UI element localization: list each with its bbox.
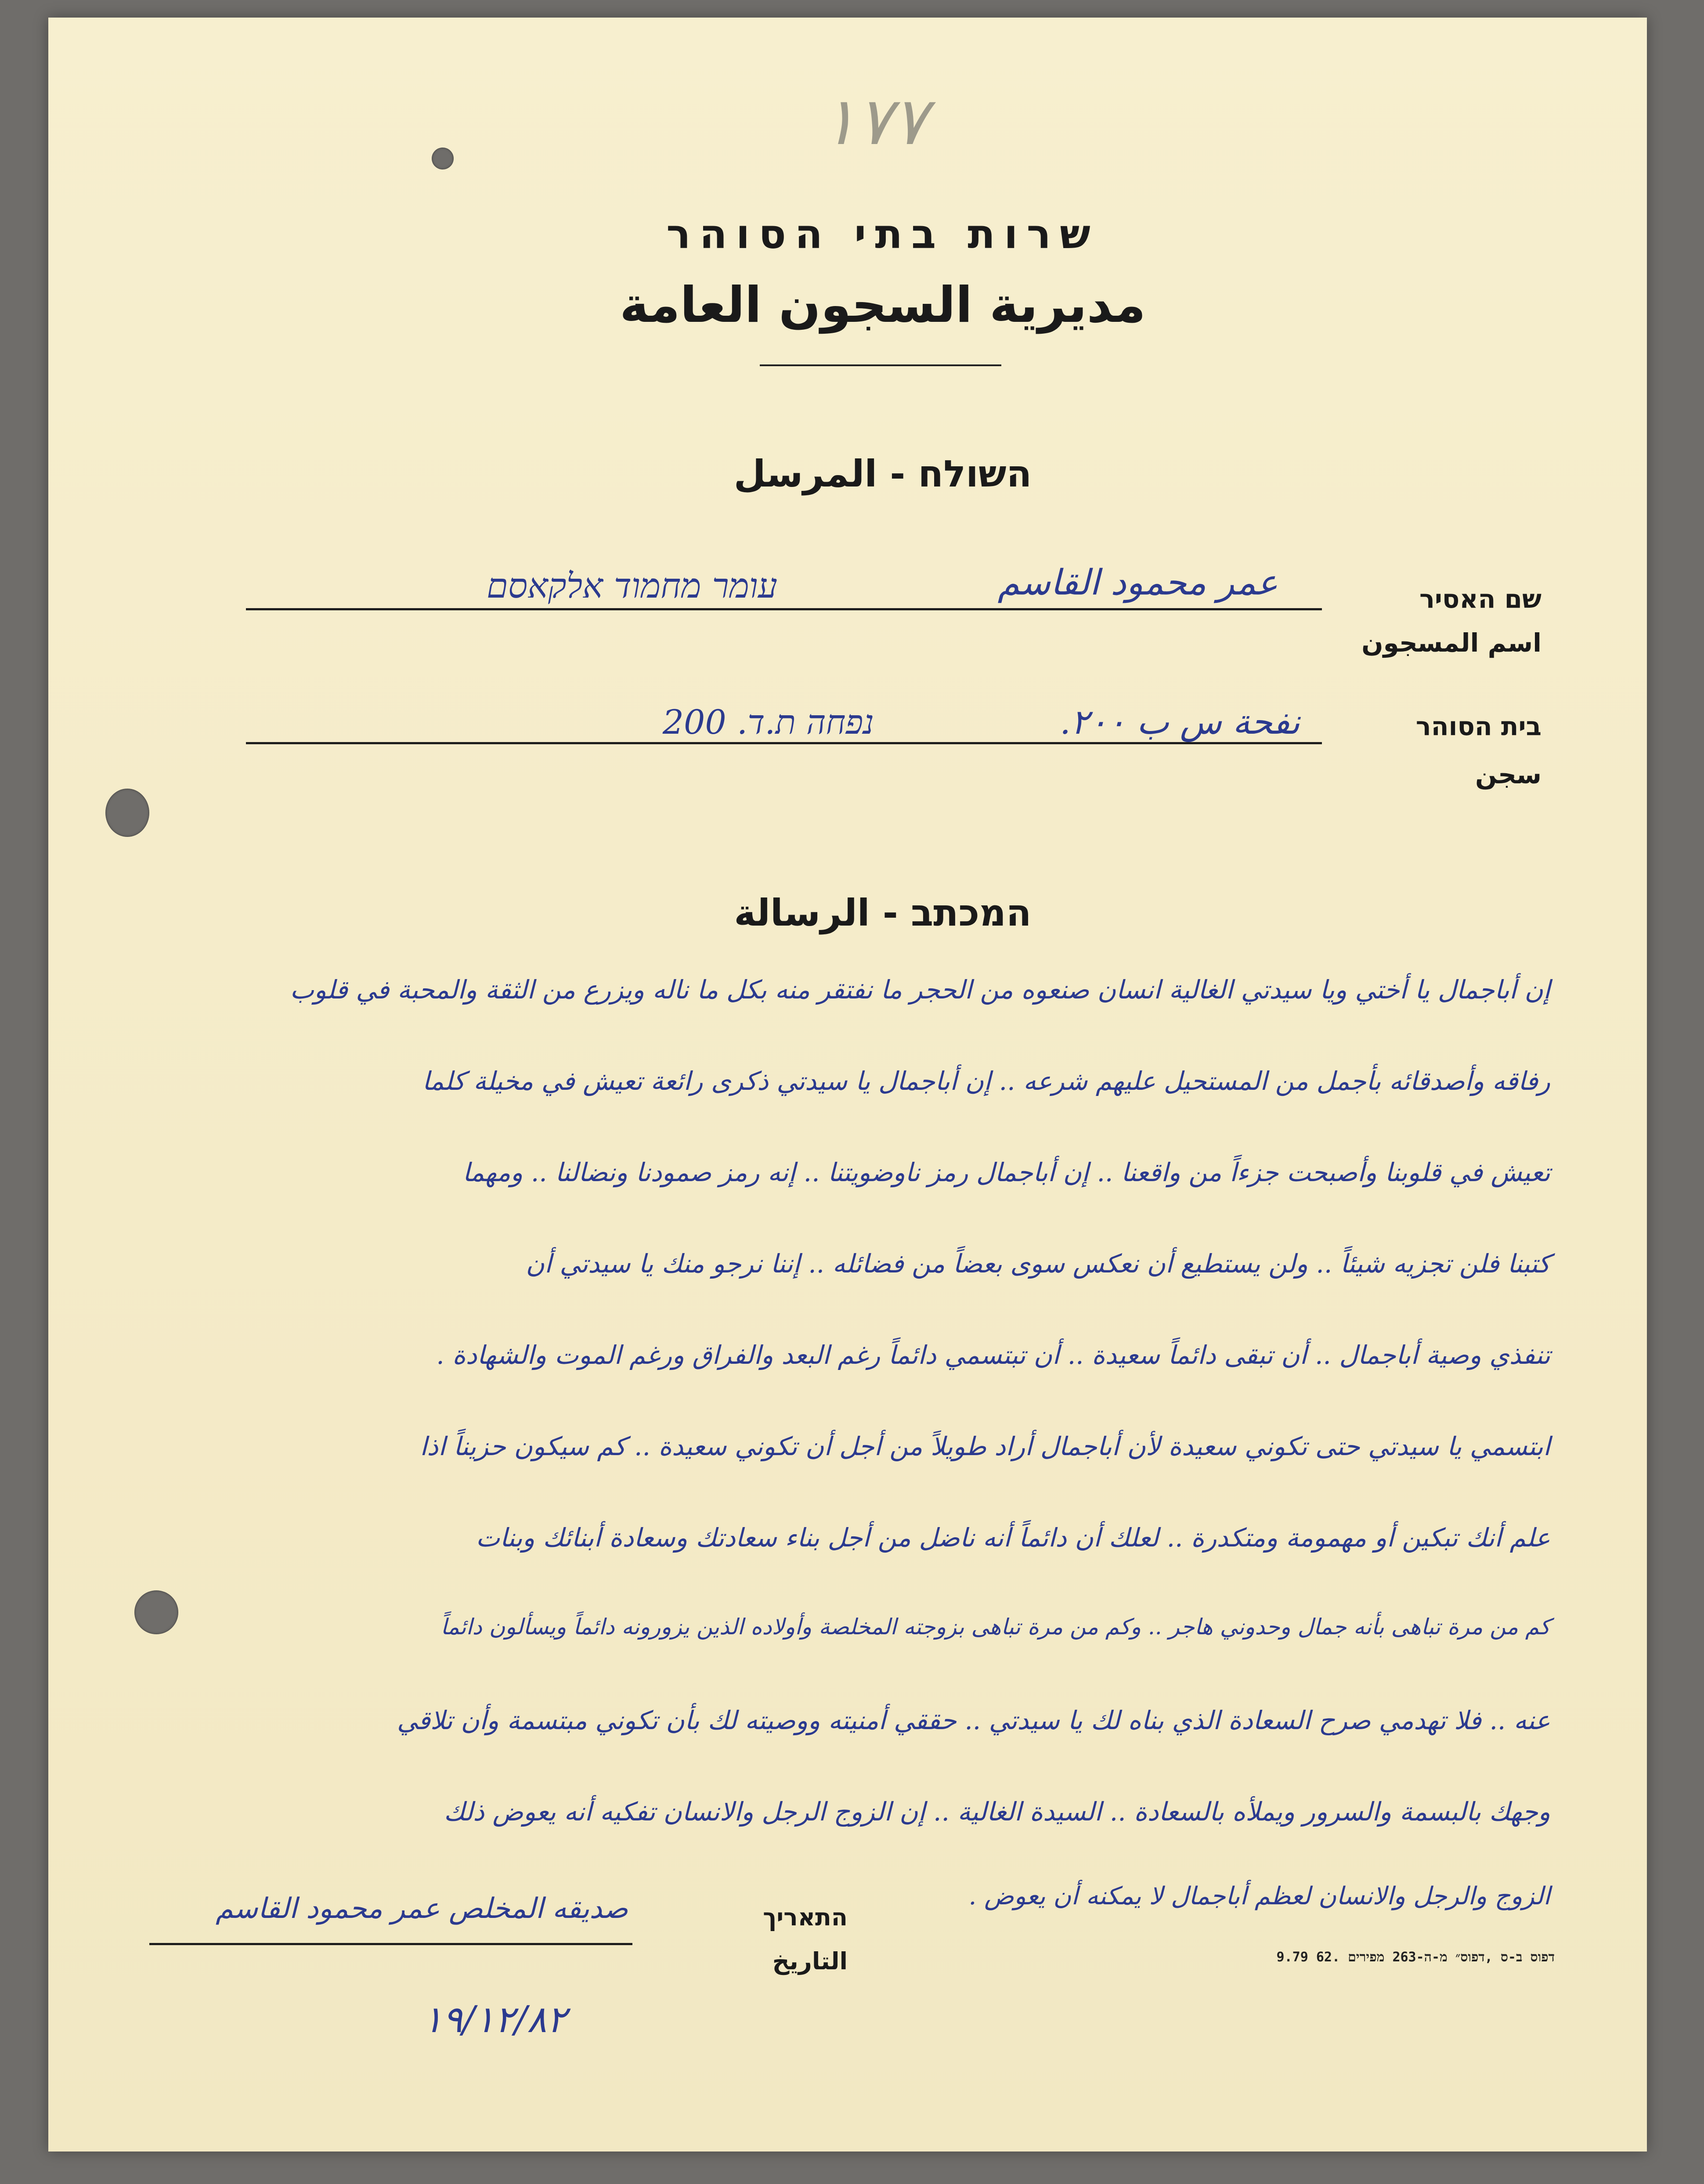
letter-heading: המכתב - الرسالة	[734, 891, 1032, 934]
letter-line: الزوج والرجل والانسان لعظم أباجمال لا يمكنه أن يعوض .	[968, 1882, 1550, 1910]
prisoner-name-label-ar: اسم المسجون	[1361, 628, 1542, 658]
prison-value-he: נפחה ת.ד. 200	[662, 703, 874, 742]
prisoner-name-line	[246, 608, 1322, 610]
punch-hole-top	[432, 148, 454, 169]
signature: صديقه المخلص عمر محمود القاسم	[215, 1892, 628, 1925]
letter-line: إن أباجمال يا أختي ويا سيدتي الغالية انسان صنعوه من الحجر ما نفتقر منه بكل ما ناله ويزرع من الثقة والمحبة في قلوب	[290, 975, 1550, 1005]
header-divider	[760, 364, 1001, 366]
date-label-ar: التاريخ	[772, 1947, 848, 1975]
letter-line: كتبنا فلن تجزيه شيئاً .. ولن يستطيع أن نعكس سوى بعضاً من فضائله .. إننا نرجو منك يا سيدتي أن	[526, 1249, 1550, 1279]
sender-heading: השולח - المرسل	[733, 452, 1032, 495]
prison-label-he: בית הסוהר	[1415, 711, 1542, 741]
letter-line: رفاقه وأصدقائه بأجمل من المستحيل عليهم شرعه .. إن أباجمال يا سيدتي ذكرى رائعة تعيش في مخيلة كلما	[422, 1066, 1550, 1096]
letter-line: ابتسمي يا سيدتي حتى تكوني سعيدة لأن أباجمال أراد طويلاً من أجل أن تكوني سعيدة .. كم سيكون حزيناً اذا	[420, 1431, 1550, 1461]
prisoner-name-label-he: שם האסיר	[1419, 584, 1542, 614]
letter-line: وجهك بالبسمة والسرور ويملأه بالسعادة .. السيدة الغالية .. إن الزوج الرجل والانسان تفكيه أنه يعوض ذلك	[444, 1797, 1550, 1827]
prison-line	[246, 742, 1322, 744]
header-arabic-title: مديرية السجون العامة	[620, 277, 1146, 334]
letter-line: تنفذي وصية أباجمال .. أن تبقى دائماً سعيدة .. أن تبتسمي دائماً رغم البعد والفراق ورغم الموت والشهادة .	[436, 1340, 1550, 1370]
prisoner-name-value-ar: عمر محمود القاسم	[997, 562, 1278, 603]
punch-hole-left	[105, 789, 149, 837]
prisoner-name-value-he: עומר מחמוד אלקאסם	[487, 566, 777, 606]
date-label-he: התאריך	[763, 1903, 848, 1931]
date-value: ١٩/١٢/٨٢	[422, 1998, 567, 2041]
letter-body	[110, 975, 1550, 1941]
header-hebrew-title: שרות בתי הסוהר	[666, 211, 1099, 258]
letter-line: كم من مرة تباهى بأنه جمال وحدوني هاجر .. وكم من مرة تباهى بزوجته المخلصة وأولاده الذين يزورونه دائماً ويسألون دائماً	[440, 1614, 1550, 1640]
prison-label-ar: سجن	[1475, 760, 1542, 789]
prison-value-ar: نفحة س ب ٢٠٠.	[1060, 703, 1300, 742]
letter-line: عنه .. فلا تهدمي صرح السعادة الذي بناه لك يا سيدتي .. حققي أمنيته ووصيته لك بأن تكوني مبتسمة وأن تلاقي	[397, 1705, 1550, 1735]
printer-imprint: דפוס ב-ס ,דפוס״ מ-ה-263 מפירים .62 9.79	[1276, 1950, 1555, 1965]
archive-number: ١٧٧	[821, 83, 928, 160]
signature-line	[149, 1943, 632, 1945]
document-page	[48, 18, 1647, 2152]
letter-line: تعيش في قلوبنا وأصبحت جزءاً من واقعنا .. إن أباجمال رمز ناوضويتنا .. إنه رمز صمودنا ونضالنا .. ومهما	[462, 1157, 1550, 1187]
letter-line: علم أنك تبكين أو مهمومة ومتكدرة .. لعلك أن دائماً أنه ناضل من أجل بناء سعادتك وسعادة أبنائك وبنات	[476, 1523, 1550, 1553]
